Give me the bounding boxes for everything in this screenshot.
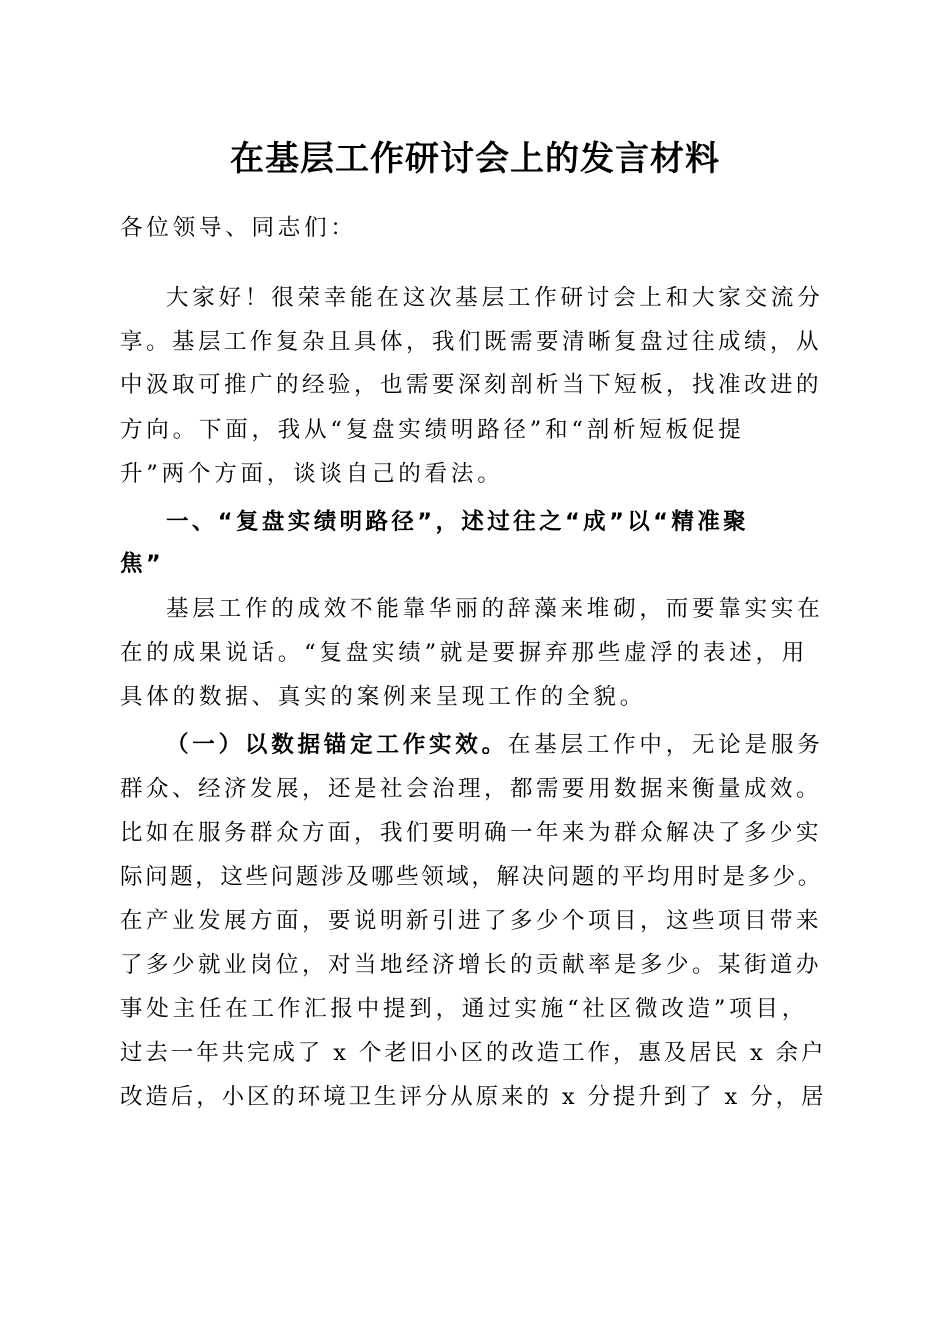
document-title: 在基层工作研讨会上的发言材料 [230, 139, 720, 179]
section1-para-line-1: 基层工作的成效不能靠华丽的辞藻来堆砌，而要靠实实在 [166, 596, 824, 622]
subsection1-line-7: 事处主任在工作汇报中提到，通过实施“社区微改造”项目， [120, 996, 809, 1022]
subsection1-first-line-rest: 在基层工作中，无论是服务 [507, 732, 824, 758]
salutation: 各位领导、同志们： [120, 215, 357, 241]
subsection1-heading: （一）以数据锚定工作实效。 [166, 732, 508, 758]
subsection1-line-6: 了多少就业岗位，对当地经济增长的贡献率是多少。某街道办 [120, 952, 823, 978]
intro-line-5: 升”两个方面，谈谈自己的看法。 [120, 461, 504, 487]
section1-para-line-3: 具体的数据、真实的案例来呈现工作的全貌。 [120, 684, 647, 710]
section1-heading-line-2: 焦” [120, 551, 165, 577]
subsection1-line-8: 过去一年共完成了 x 个老旧小区的改造工作，惠及居民 x 余户 [120, 1040, 827, 1066]
intro-line-3: 中汲取可推广的经验，也需要深刻剖析当下短板，找准改进的 [120, 372, 823, 398]
intro-line-4: 方向。下面，我从“复盘实绩明路径”和“剖析短板促提 [120, 417, 745, 443]
subsection1-line-5: 在产业发展方面，要说明新引进了多少个项目，这些项目带来 [120, 908, 823, 934]
subsection1-line-2: 群众、经济发展，还是社会治理，都需要用数据来衡量成效。 [120, 776, 823, 802]
subsection1-line-3: 比如在服务群众方面，我们要明确一年来为群众解决了多少实 [120, 820, 823, 846]
section1-para-line-2: 在的成果说话。“复盘实绩”就是要摒弃那些虚浮的表述，用 [120, 640, 809, 666]
intro-line-1: 大家好！很荣幸能在这次基层工作研讨会上和大家交流分 [166, 285, 824, 311]
subsection1-line-9: 改造后，小区的环境卫生评分从原来的 x 分提升到了 x 分，居 [120, 1084, 827, 1110]
subsection1-first-line [166, 730, 824, 760]
intro-line-2: 享。基层工作复杂且具体，我们既需要清晰复盘过往成绩，从 [120, 329, 823, 355]
subsection1-line-4: 际问题，这些问题涉及哪些领域，解决问题的平均用时是多少。 [120, 864, 823, 890]
section1-heading-line-1: 一、“复盘实绩明路径”，述过往之“成”以“精准聚 [166, 509, 750, 535]
